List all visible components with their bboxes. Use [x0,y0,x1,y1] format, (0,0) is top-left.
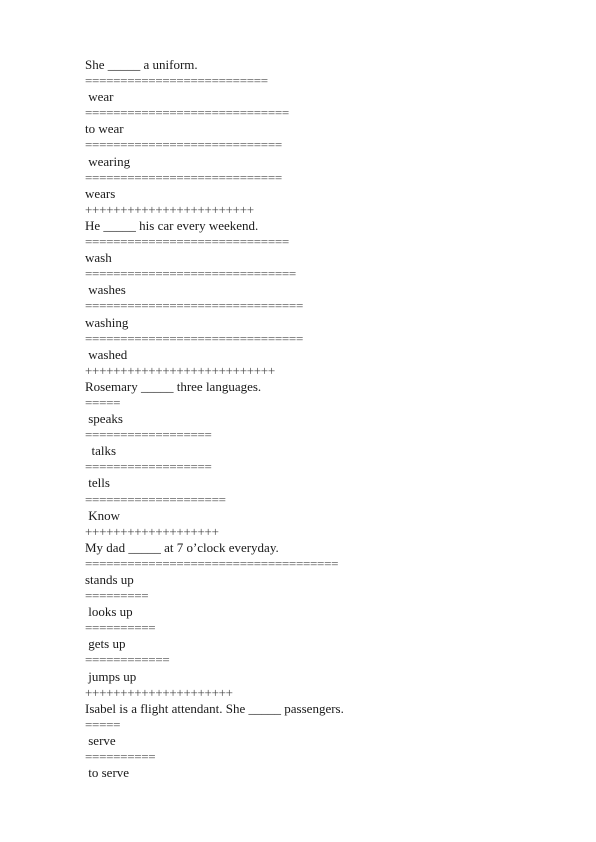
separator-line: ============================ [85,137,282,153]
text-line: Rosemary _____ three languages. [85,378,262,394]
separator-line: ============================= [85,234,289,250]
text-line: washes [85,282,126,298]
separator-line: +++++++++++++++++++++++++++ [85,362,275,378]
text-line: jumps up [85,668,137,684]
text-line: wearing [85,153,131,169]
text-line: to wear [85,121,124,137]
separator-line: ++++++++++++++++++++++++ [85,201,254,217]
text-line: serve [85,732,116,748]
text-line: gets up [85,636,126,652]
separator-line: ============================== [85,266,296,282]
separator-line: ================== [85,427,212,443]
separator-line: =============================== [85,298,303,314]
separator-line: ==================================== [85,555,339,571]
separator-line: ========== [85,749,156,765]
text-line: Isabel is a flight attendant. She _____ passengers. [85,700,344,716]
separator-line: ================== [85,459,212,475]
text-line: looks up [85,604,133,620]
text-line: to serve [85,765,130,781]
text-line: He _____ his car every weekend. [85,217,259,233]
text-line: talks [85,443,117,459]
text-line: Know [85,507,121,523]
separator-line: ===== [85,716,121,732]
text-line: washing [85,314,129,330]
separator-line: +++++++++++++++++++ [85,523,219,539]
text-line: wear [85,89,114,105]
text-line: tells [85,475,110,491]
text-line: My dad _____ at 7 o’clock everyday. [85,539,279,555]
text-line: washed [85,346,128,362]
text-line: stands up [85,572,134,587]
separator-line: ===== [85,394,121,410]
separator-line: ========== [85,620,156,636]
separator-line: ========================== [85,73,268,89]
worksheet-document [85,57,565,781]
text-line: speaks [85,411,123,427]
separator-line: ========= [85,588,149,604]
text-line: wash [85,250,112,266]
separator-line: +++++++++++++++++++++ [85,684,233,700]
separator-line: ============================= [85,105,289,121]
separator-line: ==================== [85,491,226,507]
separator-line: =============================== [85,330,303,346]
text-line: She _____ a uniform. [85,57,198,72]
separator-line: ============ [85,652,170,668]
separator-line: ============================ [85,169,282,185]
text-line: wears [85,185,116,201]
